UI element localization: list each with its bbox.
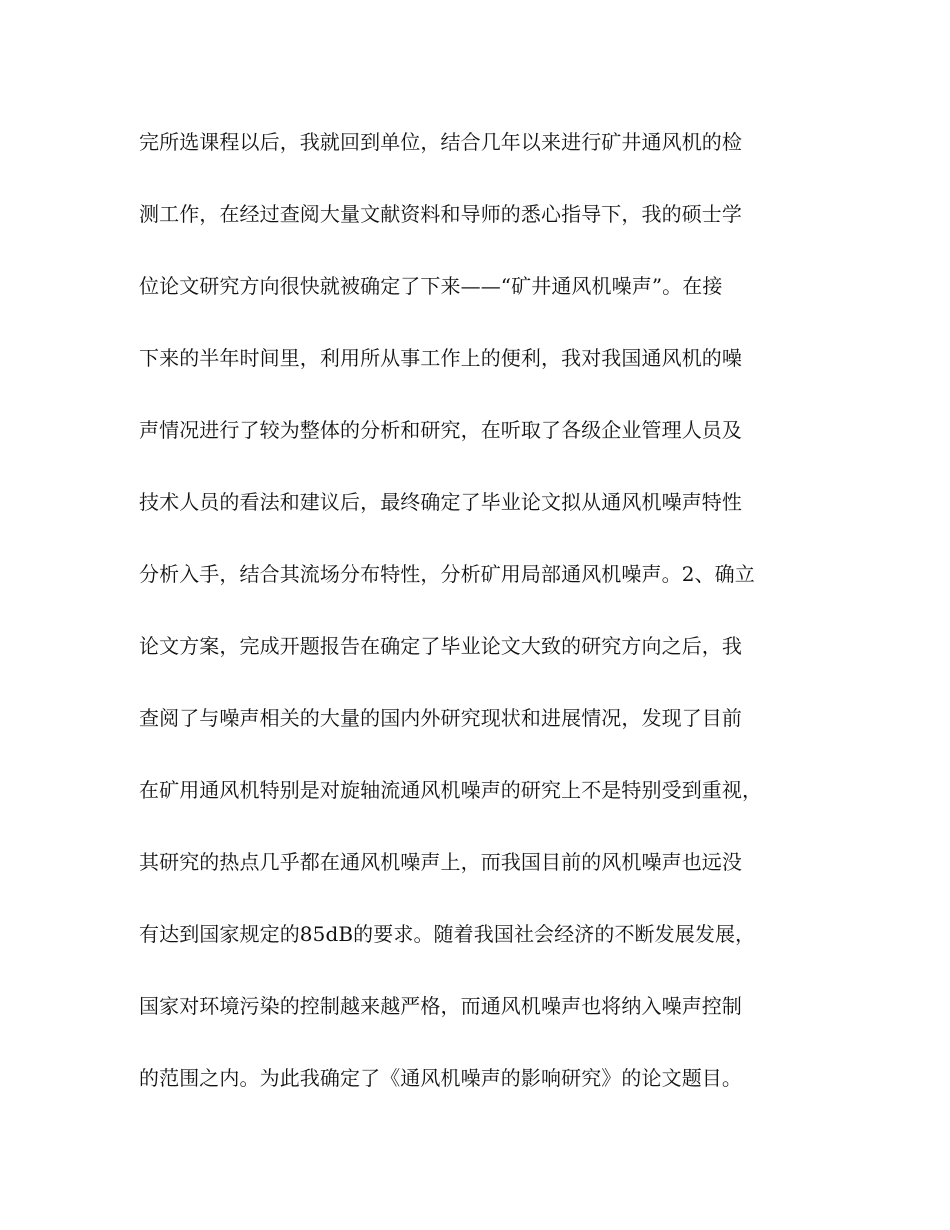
text-line-14: 的范围之内。为此我确定了《通风机噪声的影响研究》的论文题目。 (139, 1066, 742, 1090)
text-line-8: 论文方案，完成开题报告在确定了毕业论文大致的研究方向之后，我 (139, 634, 742, 658)
text-line-12: 有达到国家规定的85dB的要求。随着我国社会经济的不断发展发展， (139, 922, 756, 946)
text-line-5: 声情况进行了较为整体的分析和研究，在听取了各级企业管理人员及 (139, 418, 742, 442)
text-line-13: 国家对环境污染的控制越来越严格，而通风机噪声也将纳入噪声控制 (139, 994, 742, 1018)
text-line-6: 技术人员的看法和建议后，最终确定了毕业论文拟从通风机噪声特性 (139, 490, 742, 514)
text-line-10: 在矿用通风机特别是对旋轴流通风机噪声的研究上不是特别受到重视， (139, 778, 763, 802)
text-line-2: 测工作，在经过查阅大量文献资料和导师的悉心指导下，我的硕士学 (139, 202, 742, 226)
text-line-1: 完所选课程以后，我就回到单位，结合几年以来进行矿井通风机的检 (139, 130, 742, 154)
text-line-9: 查阅了与噪声相关的大量的国内外研究现状和进展情况，发现了目前 (139, 706, 742, 730)
text-line-7: 分析入手，结合其流场分布特性，分析矿用局部通风机噪声。2、确立 (139, 562, 755, 586)
body-text (139, 124, 819, 1132)
text-line-11: 其研究的热点几乎都在通风机噪声上，而我国目前的风机噪声也远没 (139, 850, 742, 874)
text-line-4: 下来的半年时间里，利用所从事工作上的便利，我对我国通风机的噪 (139, 346, 742, 370)
text-line-3: 位论文研究方向很快就被确定了下来——“矿井通风机噪声”。在接 (139, 274, 723, 298)
